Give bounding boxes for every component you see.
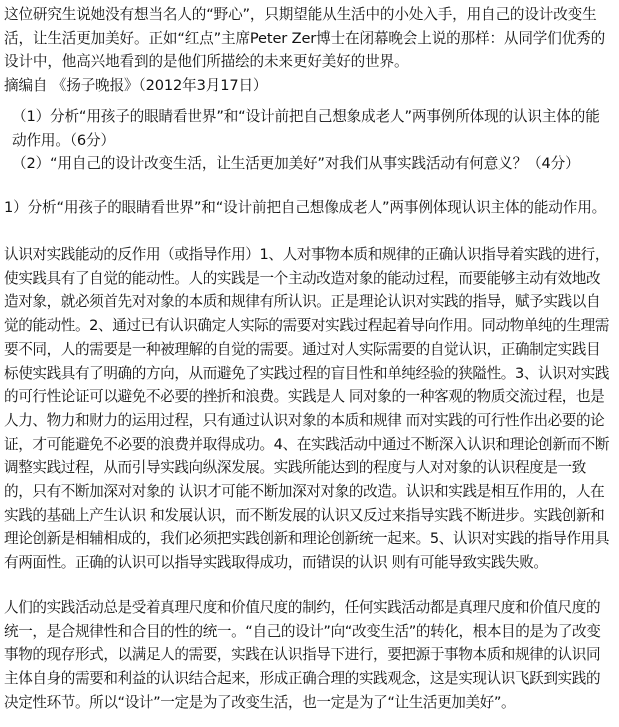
question-2: （2）“用自己的设计改变生活，让生活更加美好”对我们从事实践活动有何意义？（4分） [12, 155, 580, 172]
question-1: （1）分析“用孩子的眼睛看世界”和“设计前把自己想象成老人”两事例所体现的认识主体的能动作用。（6分） [12, 108, 600, 149]
passage-source: 摘编自 《扬子晚报》（2012年3月17日） [4, 76, 268, 94]
answer-conclusion: 人们的实践活动总是受着真理尺度和价值尺度的制约，任何实践活动都是真理尺度和价值尺度的统一，是合规律性和合目的性的统一。“自己的设计”向“改变生活”的转化，根本目的是为了改变事物的现存形式，以满足人的需要，实践在认识指导下进行，要把源于事物本质和规律的认识同主体自身的需要和利益的认识结合起来，形成正确合理的实践观念，这是实现认识飞跃到实践的决定性环节。所以“设计”一定是为了改变生活，也一定是为了“让生活更加美好”。 [4, 599, 601, 711]
answer-body: 认识对实践能动的反作用（或指导作用）1、人对事物本质和规律的正确认识指导着实践的进行，使实践具有了自觉的能动性。人的实践是一个主动改造对象的能动过程，而要能够主动有效地改造对象，就必须首先对对象的本质和规律有所认识。正是理论认识对实践的指导，赋予实践以自觉的能动性。2、通过已有认识确定人实际的需要对实践过程起着导向作用。同动物单纯的生理需要不同，人的需要是一种被理解的自觉的需要。通过对人实际需要的自觉认识，正确制定实践目标使实践具有了明确的方向，从而避免了实践过程的盲目性和单纯经验的狭隘性。3、认识对实践的可行性论证可以避免不必要的挫折和浪费。实践是人 同对象的一种客观的物质交流过程，也是人力、物力和财力的运用过程，只有通过认识对象的本质和规律 而对实践的可行性作出必要的论证，才可能避免不必要的浪费并取得成功。4、在实践活动中通过不断深入认识和理论创新而不断调整实践过程，从而引导实践向纵深发展。实践所能达到的程度与人对对象的认识程度是一致的，只有不断加深对对象的 认识才可能不断加深对对象的改造。认识和实践是相互作用的，人在实践的基础上产生认识 和发展认识，而不断发展的认识又反过来指导实践不断进步。实践创新和理论创新是相辅相成的，我们必须把实践创新和理论创新统一起来。5、认识对实践的指导作用具有两面性。正确的认识可以指导实践取得成功，而错误的认识 则有可能导致实践失败。 [4, 246, 610, 572]
reading-passage [4, 3, 611, 97]
passage-text: 这位研究生说她没有想当名人的“野心”，只期望能从生活中的小处入手，用自己的设计改变生活，让生活更加美好。正如“红点”主席Peter Zer博士在闭幕晚会上说的那样：从同学们优秀的设计中，他高兴地看到的是他们所描绘的未来更好美好的世界。 [4, 6, 606, 70]
answer-heading: 1）分析“用孩子的眼睛看世界”和“设计前把自己想像成老人”两事例体现认识主体的能动作用。 [4, 199, 607, 216]
